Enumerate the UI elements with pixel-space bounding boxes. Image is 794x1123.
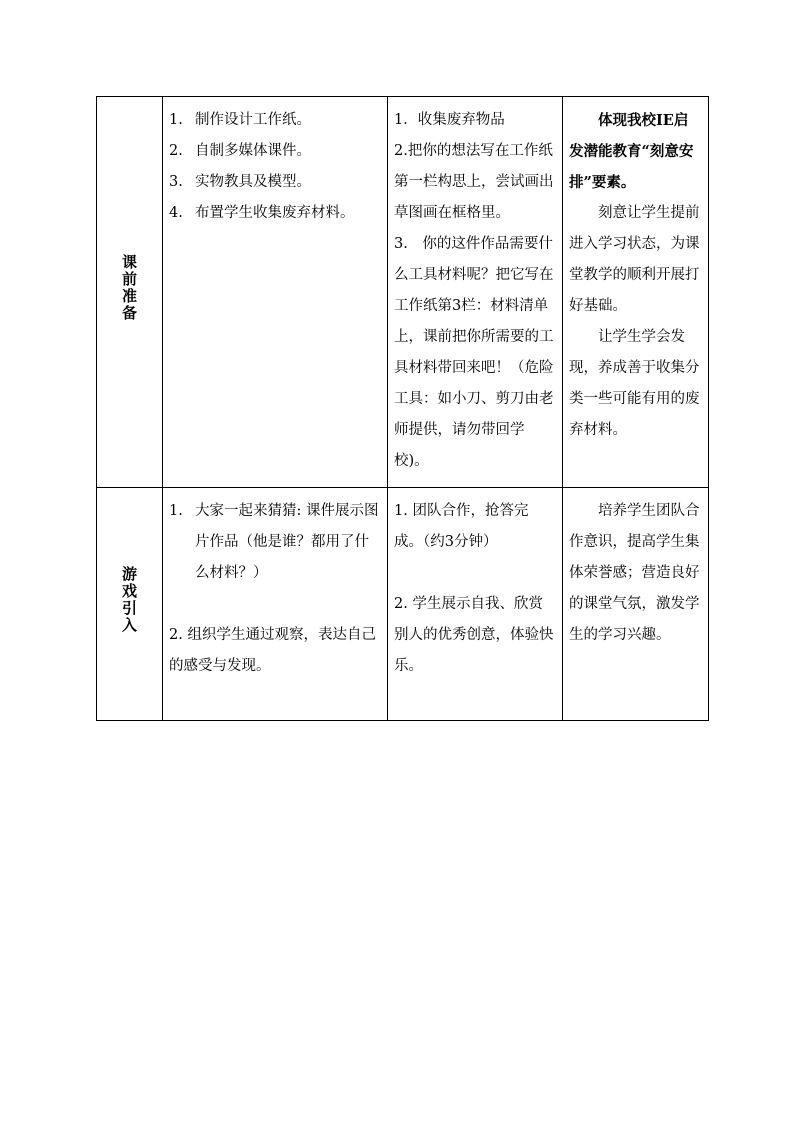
design-intent-cell xyxy=(563,488,709,721)
teacher-activities-cell xyxy=(163,97,388,488)
lesson-plan-table xyxy=(96,96,709,721)
stage-cell-preparation xyxy=(97,97,163,488)
student-activities-cell xyxy=(388,488,563,721)
student-text: 1. 团队合作，抢答完成。（约3分钟） xyxy=(394,503,529,550)
intent-heading: 体现我校IE启发潜能教育“刻意安排”要素。 xyxy=(569,112,694,191)
student-activities-cell xyxy=(388,97,563,488)
list-item: 4. 布置学生收集废弃材料。 xyxy=(169,205,355,221)
list-item: 2. 自制多媒体课件。 xyxy=(169,143,311,159)
list-item: 1. 大家一起来猜猜: 课件展示图片作品（他是谁？都用了什么材料？） xyxy=(169,503,379,581)
student-text: 1．收集废弃物品 xyxy=(394,112,505,128)
student-text: 2. 学生展示自我、欣赏别人的优秀创意，体验快乐。 xyxy=(394,596,554,674)
intent-text: 培养学生团队合作意识，提高学生集体荣誉感；营造良好的课堂气氛，激发学生的学习兴趣。 xyxy=(569,503,700,643)
intent-text: 刻意让学生提前进入学习状态，为课堂教学的顺利开展打好基础。 xyxy=(569,205,700,314)
teacher-text: 2. 组织学生通过观察，表达自己的感受与发现。 xyxy=(169,627,376,674)
student-text: 2.把你的想法写在工作纸第一栏构思上，尝试画出草图画在框格里。 xyxy=(394,143,554,221)
list-item: 3. 实物教具及模型。 xyxy=(169,174,311,190)
stage-cell-game-intro xyxy=(97,488,163,721)
stage-label: 课前准备 xyxy=(121,253,137,322)
stage-label: 游戏引入 xyxy=(121,565,137,634)
list-item: 1. 制作设计工作纸。 xyxy=(169,112,311,128)
intent-text: 让学生学会发现，养成善于收集分类一些可能有用的废弃材料。 xyxy=(569,329,700,438)
student-text: 3. 你的这件作品需要什么工具材料呢？把它写在工作纸第3栏：材料清单上，课前把你所需要的工具材料带回来吧！（危险工具：如小刀、剪刀由老师提供，请勿带回学校)。 xyxy=(394,236,554,469)
teacher-activities-cell xyxy=(163,488,388,721)
design-intent-cell xyxy=(563,97,709,488)
table-row-game-intro xyxy=(97,488,709,721)
table-row-preparation xyxy=(97,97,709,488)
